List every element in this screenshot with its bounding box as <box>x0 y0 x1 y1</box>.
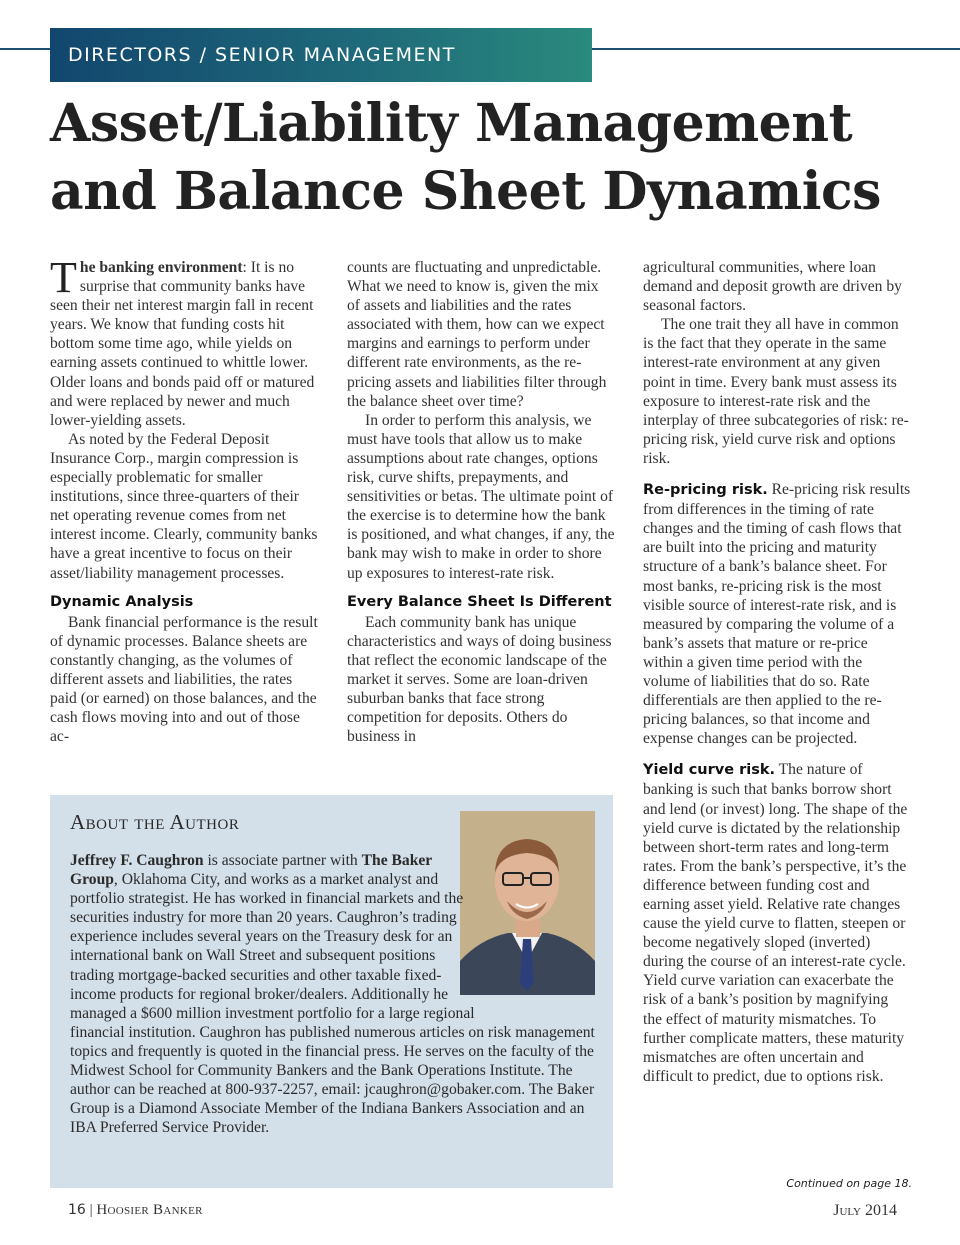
author-name: Jeffrey F. Caughron <box>70 852 204 869</box>
bio-text: , Oklahoma City, and works as a market analyst and portfolio strategist. He has worked in financial markets and the securities industry for more than 20 years. Caughron’s trading experience includes several years on the Treasury desk for an international bank on Wall Street and subsequent positions trading mortgage-backed securities and other taxable fixed-income products for regional broker/dealers. Additionally he managed a $600 million investment portfolio for a large regional financial institution. Caughron has published numerous articles on risk management topics and frequently is quoted in the financial press. He serves on the faculty of the Midwest School for Community Bankers and the Bank Operations Institute. The author can be reached at 800-937-2257, email: jcaughron@gobaker.com. The Baker Group is a Diamond Associate Member of the Indiana Bankers Association and an IBA Preferred Service Provider. <box>70 871 595 1137</box>
paragraph <box>50 253 318 430</box>
paragraph-text: Re-pricing risk results from differences in the timing of rate changes and the timing of cash flows that are built into the pricing and maturity structure of a bank’s balance sheet. For most banks, re-pricing risk is the most visible source of interest-rate risk, and is measured by comparing the volume of a bank’s assets that mature or re-price within a given time period with the volume of liabilities that do so. Rate differentials are then applied to the re-pricing balances, so that income and expense changes can be projected. <box>643 481 911 748</box>
page-number: 16 <box>68 1202 86 1218</box>
footer-separator: | <box>89 1202 93 1218</box>
run-in-head: Re-pricing risk. <box>643 482 768 499</box>
magazine-name: Hoosier Banker <box>96 1202 203 1218</box>
run-in-head: Yield curve risk. <box>643 762 776 779</box>
subheading: Every Balance Sheet Is Different <box>347 593 612 610</box>
author-bio <box>70 851 595 1137</box>
paragraph-text: : It is no surprise that community banks have seen their net interest margin fall in recent years. We know that funding costs hit bottom some time ago, while yields on earning assets continued to whittle lower. Older loans and bonds paid off or matured and were replaced by newer and much lower-yielding assets. <box>50 259 315 429</box>
lead-in: he banking environment <box>79 259 243 276</box>
footer-left <box>68 1202 203 1219</box>
paragraph: In order to perform this analysis, we must have tools that allow us to make assumptions about rate changes, options risk, curve shifts, prepayments, and sensitivities or betas. The ultimate point of the exercise is to determine how the bank is positioned, and what changes, if any, the bank may wish to make in order to shore up exposures to interest-rate risk. <box>347 411 615 582</box>
issue-date: July 2014 <box>833 1202 897 1219</box>
article-title <box>50 90 930 226</box>
paragraph-text: The nature of banking is such that banks borrow short and lend (or invest) long. The shape of the yield curve is dictated by the relationship between short-term rates and long-term rates. From the bank’s perspective, it’s the difference between funding cost and earning asset yield. Relative rate changes cause the yield curve to flatten, steepen or become negatively sloped (inverted) during the course of an interest-rate cycle. Yield curve variation can exacerbate the risk of a bank’s position by magnifying the effect of maturity mismatches. To further complicate matters, these maturity mismatches are often uncertain and difficult to predict, due to options risk. <box>643 761 908 1085</box>
paragraph: counts are fluctuating and unpredictable. What we need to know is, given the mix of assets and liabilities and the rates associated with them, how can we expect margins and earnings to perform under different rate environments, as the re-pricing assets and liabilities filter through the balance sheet over time? <box>347 259 607 410</box>
paragraph: agricultural communities, where loan demand and deposit growth are driven by seasonal factors. <box>643 259 902 315</box>
title-line-2: and Balance Sheet Dynamics <box>50 161 881 222</box>
continued-note: Continued on page 18. <box>786 1177 912 1190</box>
section-label: DIRECTORS / SENIOR MANAGEMENT <box>50 28 592 82</box>
firm-name: The Baker Group <box>70 852 432 889</box>
paragraph-yield-curve <box>643 760 911 1086</box>
about-author-heading: About the Author <box>70 810 240 834</box>
bio-text: is associate partner with <box>203 852 362 869</box>
paragraph: Bank financial performance is the result of dynamic processes. Balance sheets are constantly changing, as the volumes of different assets and liabilities, the rates paid (or earned) on those balances, and the cash flows moving into and out of those ac- <box>50 613 318 746</box>
title-line-1: Asset/Liability Management <box>50 93 853 154</box>
column-1 <box>50 253 318 746</box>
subheading: Dynamic Analysis <box>50 593 194 610</box>
column-3 <box>643 258 911 1086</box>
column-2 <box>347 258 615 746</box>
paragraph-repricing <box>643 480 911 748</box>
paragraph: As noted by the Federal Deposit Insurance Corp., margin compression is especially problematic for smaller institutions, since three-quarters of their net operating revenue comes from net interest income. Clearly, community banks have a great incentive to focus on their asset/liability management processes. <box>50 430 318 582</box>
drop-cap: T <box>50 253 77 302</box>
paragraph: Each community bank has unique characteristics and ways of doing business that reflect the economic landscape of the market it serves. Some are loan-driven suburban banks that face strong competition for deposits. Others do business in <box>347 613 612 746</box>
paragraph: The one trait they all have in common is the fact that they operate in the same interest-rate environment at any given point in time. Every bank must assess its exposure to interest-rate risk and the interplay of three subcategories of risk: re-pricing risk, yield curve risk and options risk. <box>643 316 909 467</box>
